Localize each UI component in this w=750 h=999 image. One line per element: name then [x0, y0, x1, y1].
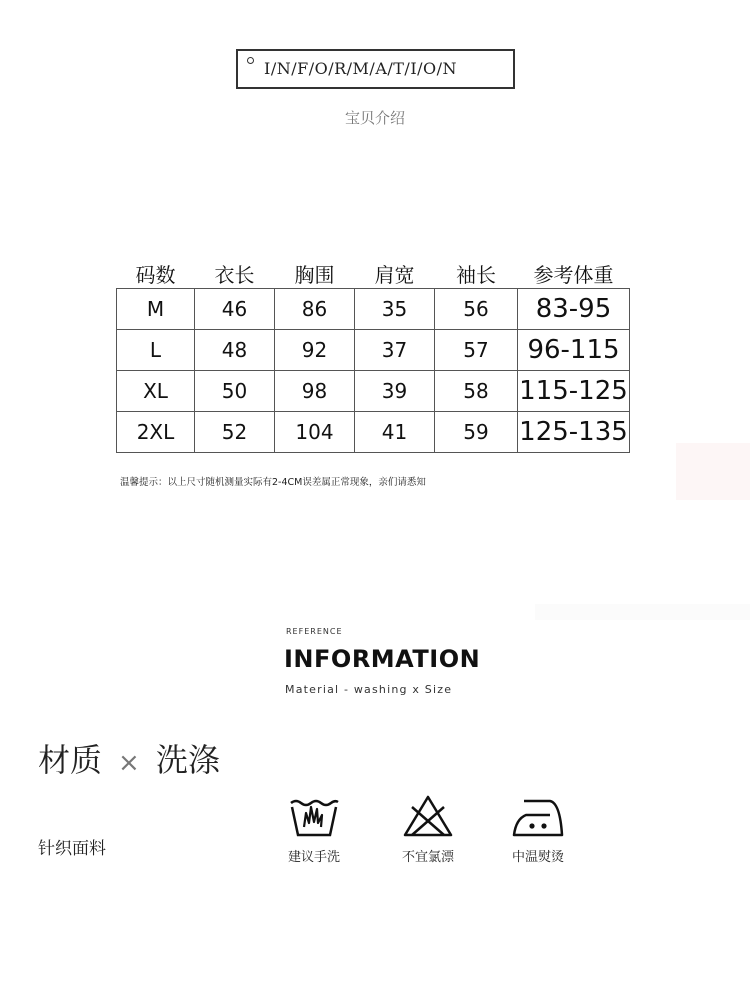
- table-cell: 59: [435, 412, 518, 453]
- circle-dot-icon: [247, 57, 254, 64]
- column-header-chest: 胸围: [294, 263, 335, 287]
- table-row: [117, 289, 630, 330]
- care-label-hand-wash: 建议手洗: [287, 850, 340, 865]
- hand-wash-icon: [288, 793, 340, 839]
- times-icon: ×: [118, 748, 140, 778]
- column-header-size: 码数: [135, 263, 176, 287]
- table-cell: 104: [275, 412, 355, 453]
- table-cell: 48: [195, 330, 275, 371]
- table-cell: 56: [435, 289, 518, 330]
- table-cell: XL: [117, 371, 195, 412]
- table-cell: 57: [435, 330, 518, 371]
- no-bleach-icon: [402, 793, 454, 839]
- table-row: [117, 412, 630, 453]
- medium-iron-icon: [510, 793, 566, 839]
- table-cell: 83-95: [518, 289, 630, 330]
- table-cell: 125-135: [518, 412, 630, 453]
- column-header-weight: 参考体重: [533, 263, 614, 287]
- information-title: INFORMATION: [284, 645, 481, 673]
- information-header-box: [236, 49, 515, 89]
- table-cell: 58: [435, 371, 518, 412]
- table-cell: 86: [275, 289, 355, 330]
- table-cell: 35: [355, 289, 435, 330]
- table-cell: 96-115: [518, 330, 630, 371]
- table-cell: 46: [195, 289, 275, 330]
- background-patch: [535, 604, 750, 620]
- material-label: 材质: [38, 741, 103, 779]
- table-row: [117, 371, 630, 412]
- product-intro-subtitle: 宝贝介绍: [344, 109, 405, 127]
- information-header-title: I/N/F/O/R/M/A/T/I/O/N: [264, 59, 458, 78]
- table-cell: L: [117, 330, 195, 371]
- information-tagline: Material - washing x Size: [285, 683, 453, 696]
- background-patch: [676, 443, 750, 500]
- table-cell: 52: [195, 412, 275, 453]
- size-chart-table: [116, 259, 630, 453]
- measurement-note: 温馨提示：以上尺寸随机测量实际有2-4CM误差属正常现象，亲们请悉知: [120, 477, 426, 488]
- column-header-shoulder: 肩宽: [374, 263, 415, 287]
- table-row: [117, 330, 630, 371]
- table-cell: 50: [195, 371, 275, 412]
- care-label-no-bleach: 不宜氯漂: [401, 850, 454, 865]
- column-header-sleeve: 袖长: [456, 263, 496, 287]
- table-cell: 98: [275, 371, 355, 412]
- fabric-type: 针织面料: [38, 839, 106, 859]
- table-cell: 115-125: [518, 371, 630, 412]
- material-washing-heading: [38, 735, 220, 781]
- table-cell: M: [117, 289, 195, 330]
- table-cell: 39: [355, 371, 435, 412]
- table-cell: 37: [355, 330, 435, 371]
- table-cell: 2XL: [117, 412, 195, 453]
- washing-label: 洗涤: [155, 741, 220, 779]
- table-cell: 92: [275, 330, 355, 371]
- column-header-length: 衣长: [214, 263, 255, 287]
- reference-label: REFERENCE: [286, 627, 343, 636]
- table-cell: 41: [355, 412, 435, 453]
- size-chart-header-row: [117, 259, 630, 289]
- care-label-medium-iron: 中温熨烫: [511, 850, 564, 865]
